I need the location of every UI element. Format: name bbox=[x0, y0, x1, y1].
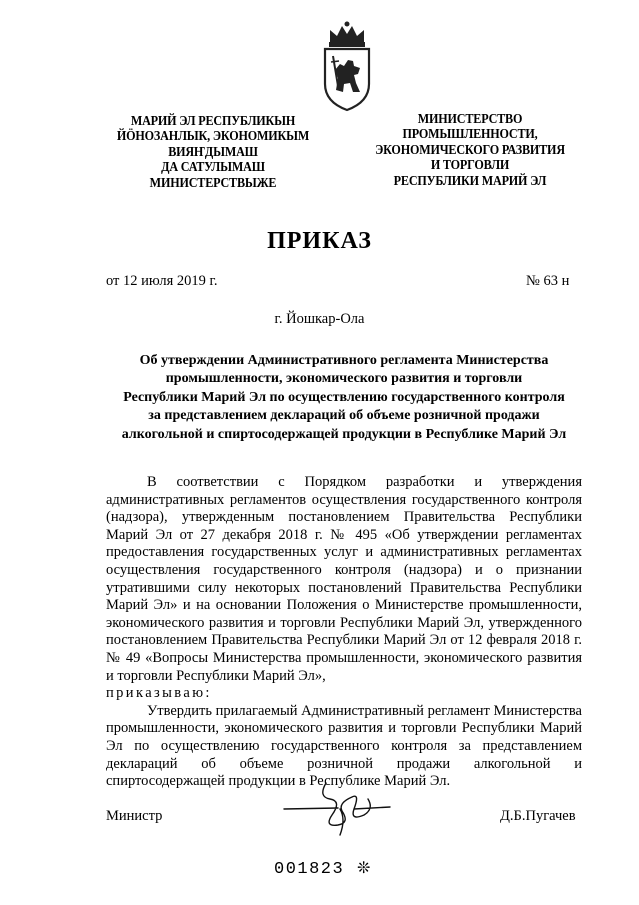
header-left-line: ВИЯҤДЫМАШ bbox=[168, 143, 258, 159]
header-left-line: МАРИЙ ЭЛ РЕСПУБЛИКЫН bbox=[130, 113, 296, 128]
header-right-line: И ТОРГОВЛИ bbox=[430, 157, 510, 173]
header-left-line: ДА САТУЛЫМАШ bbox=[161, 159, 265, 175]
subject-line: промышленности, экономического развития и торговли bbox=[165, 371, 523, 387]
header-left-block bbox=[115, 113, 312, 190]
handwritten-signature bbox=[280, 775, 400, 845]
header-right-block bbox=[361, 111, 578, 188]
subject-line: Об утверждении Административного регламента Министерства bbox=[139, 353, 549, 368]
preamble-paragraph: В соответствии с Порядком разработки и утверждения административных регламентов осуществления государственного контроля (надзора), утвержденным постановлением Правительства Республики Марий Эл от 27 декабря 2018 г. № 495 «Об утверждении регламентах предоставления государственных услуг и административных регламентах осуществления государственного контроля (надзора) и о признании утратившими силу некоторых постановлений Правительства Республики Марий Эл» и на основании Положения о Министерстве промышленности, экономического развития и торговли Республики Марий Эл, утвержденного постановлением Правительства Республики Марий Эл от 12 февраля 2018 г. № 49 «Вопросы Министерства промышленности, экономического развития и торговли Республики Марий Эл», bbox=[106, 474, 582, 684]
coat-of-arms-icon bbox=[316, 20, 378, 112]
signer-name: Д.Б.Пугачев bbox=[500, 808, 576, 824]
registration-number: 001823 bbox=[274, 860, 345, 879]
header-left-line: МИНИСТЕРСТВЫЖЕ bbox=[149, 174, 277, 190]
order-word: приказываю: bbox=[106, 685, 212, 702]
order-number: № 63 н bbox=[526, 273, 570, 289]
signer-title: Министр bbox=[106, 808, 163, 824]
city: г. Йошкар-Ола bbox=[274, 311, 365, 327]
header-left-line: ЙӦНОЗАНЛЫК, ЭКОНОМИКЫМ bbox=[116, 128, 310, 144]
header-right-line: ПРОМЫШЛЕННОСТИ, bbox=[402, 126, 538, 142]
subject-line: алкогольной и спиртосодержащей продукции в Республике Марий Эл bbox=[121, 426, 567, 442]
document-title: ПРИКАЗ bbox=[267, 228, 372, 254]
subject-line: за представлением деклараций об объеме розничной продажи bbox=[148, 408, 540, 424]
header-right-line: ЭКОНОМИЧЕСКОГО РАЗВИТИЯ bbox=[375, 141, 565, 157]
order-subject bbox=[106, 352, 582, 444]
header-right-line: МИНИСТЕРСТВО bbox=[417, 111, 523, 126]
decision-paragraph: Утвердить прилагаемый Административный регламент Министерства промышленности, экономического развития и торговли Республики Марий Эл по осуществлению государственного контроля за представлением деклараций об объеме розничной продажи алкогольной и спиртосодержащей продукции в Республике Марий Эл. bbox=[106, 702, 582, 790]
subject-line: Республики Марий Эл по осуществлению государственного контроля bbox=[123, 389, 565, 405]
header-right-line: РЕСПУБЛИКИ МАРИЙ ЭЛ bbox=[393, 172, 547, 188]
order-body bbox=[106, 474, 582, 791]
order-date: от 12 июля 2019 г. bbox=[106, 273, 218, 289]
snowflake-mark-icon: ❊ bbox=[357, 860, 371, 877]
